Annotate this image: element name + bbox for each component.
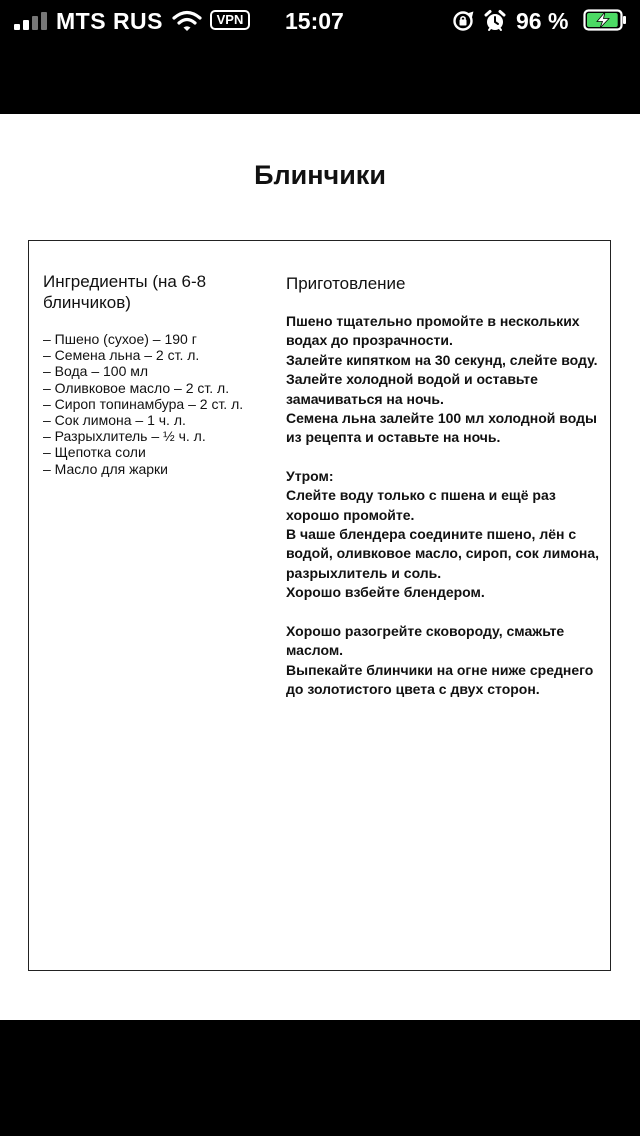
preparation-step: Утром: <box>286 467 334 484</box>
preparation-step: В чаше блендера соедините пшено, лён с водой, оливковое масло, сироп, сок лимона, разрыхлитель и соль. <box>286 526 600 581</box>
preparation-step: Семена льна залейте 100 мл холодной воды из рецепта и оставьте на ночь. <box>286 410 597 446</box>
preparation-steps <box>286 312 604 699</box>
orientation-lock-icon <box>452 10 474 32</box>
recipe-page <box>0 114 640 1020</box>
clock: 15:07 <box>285 8 344 34</box>
ingredients-column <box>43 271 259 477</box>
preparation-step: Выпекайте блинчики на огне ниже среднего до золотистого цвета с двух сторон. <box>286 661 594 697</box>
preparation-step: Слейте воду только с пшена и ещё раз хорошо промойте. <box>286 487 556 523</box>
preparation-step: Залейте кипятком на 30 секунд, слейте воду. <box>286 351 598 368</box>
ingredient-item: – Масло для жарки <box>43 460 168 477</box>
preparation-step: Хорошо разогрейте сковороду, смажьте маслом. <box>286 622 565 659</box>
wifi-icon <box>172 10 202 32</box>
page-title: Блинчики <box>254 160 386 190</box>
ingredient-item: – Разрыхлитель – ½ ч. л. <box>43 428 206 445</box>
status-bar <box>0 0 640 40</box>
ingredient-item: – Оливковое масло – 2 ст. л. <box>43 379 230 396</box>
preparation-step: Залейте холодной водой и оставьте замачиваться на ночь. <box>286 371 538 407</box>
vpn-badge: VPN <box>210 10 250 30</box>
preparation-paragraph <box>286 467 604 603</box>
carrier-name: MTS RUS <box>56 8 163 34</box>
preparation-column <box>286 273 604 718</box>
recipe-card <box>28 240 611 971</box>
preparation-paragraph <box>286 312 604 448</box>
preparation-paragraph <box>286 622 604 700</box>
signal-icon <box>14 12 48 30</box>
ingredients-list <box>43 331 259 477</box>
battery-charging-icon <box>583 9 627 31</box>
ingredient-item: – Щепотка соли <box>43 444 146 461</box>
preparation-step: Пшено тщательно промойте в нескольких водах до прозрачности. <box>286 313 580 349</box>
battery-percentage: 96 % <box>516 8 569 34</box>
preparation-heading: Приготовление <box>286 274 406 293</box>
ingredient-item: – Пшено (сухое) – 190 г <box>43 331 197 347</box>
ingredients-heading: Ингредиенты (на 6-8 блинчиков) <box>43 272 207 312</box>
ingredient-item: – Сироп топинамбура – 2 ст. л. <box>43 395 244 412</box>
ingredient-item: – Семена льна – 2 ст. л. <box>43 347 200 364</box>
ingredient-item: – Вода – 100 мл <box>43 363 149 380</box>
alarm-icon <box>483 9 507 33</box>
ingredient-item: – Сок лимона – 1 ч. л. <box>43 412 186 429</box>
preparation-step: Хорошо взбейте блендером. <box>286 584 485 601</box>
